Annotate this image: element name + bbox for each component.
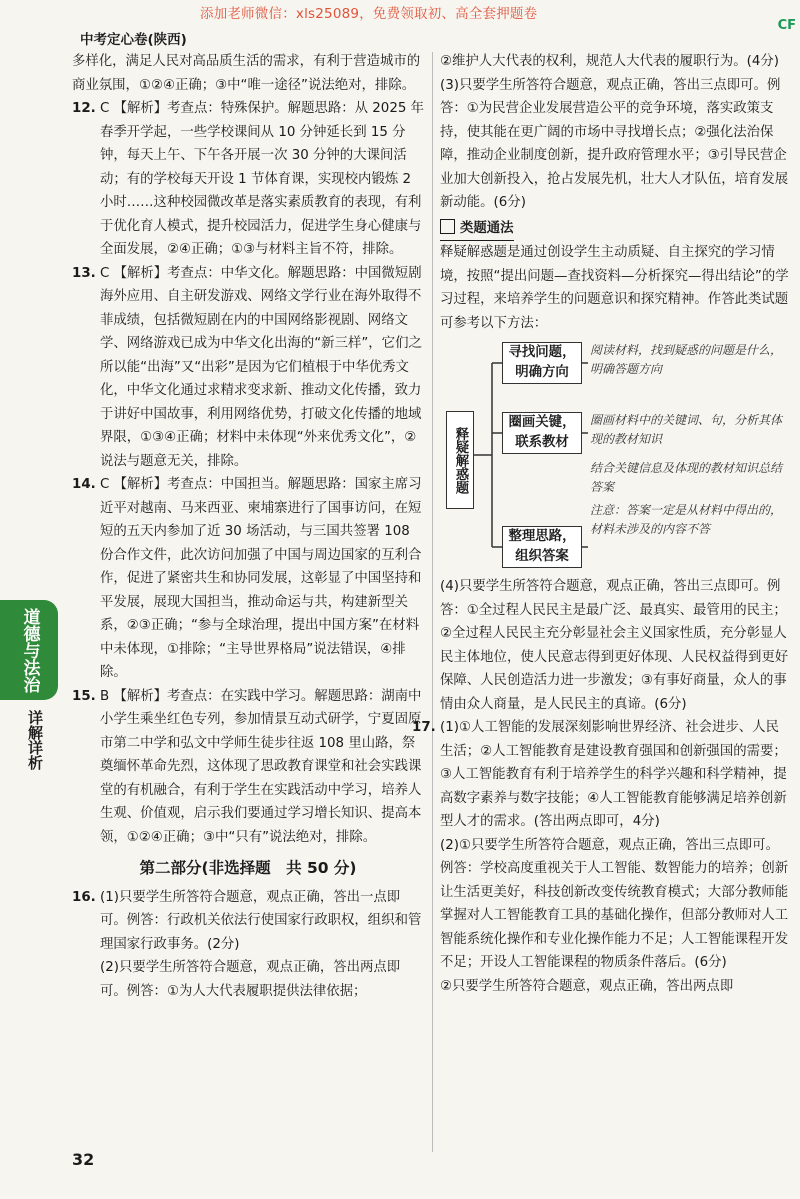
item-text: (2)只要学生所答符合题意，观点正确，答出两点即可。例答：①为人大代表履职提供法律依据； xyxy=(100,960,401,999)
section-title: 第二部分(非选择题 共 50 分) xyxy=(139,859,357,877)
answer-item-12 xyxy=(72,97,424,262)
pencil-note-icon xyxy=(440,219,455,234)
item-number: 16. xyxy=(72,889,96,905)
item-text: C 【解析】考查点：中华文化。解题思路：中国微短剧海外应用、自主研发游戏、网络文学行业在海外取得不菲成绩，包括微短剧在内的中国网络影视剧、网络文学、网络游戏已成为中华文化出海的“新三样”，它们之所以能“出海”又“出彩”是因为它们植根于中华优秀文化，中华文化通过求精求变求新、推动文化传播，致力于讲好中国故事，利用网络优势，打破文化传播的地域界限，①③④正确；材料中未体现“外来优秀文化”，②说法与题意无关，排除。 xyxy=(100,265,422,469)
diagram-note-1: 阅读材料，找到疑惑的问题是什么，明确答题方向 xyxy=(590,343,783,376)
diagram-note-3: 结合关键信息及体现的教材知识总结答案 xyxy=(590,461,783,494)
answer-continuation: (3)只要学生所答符合题意，观点正确，答出三点即可。例答：①为民营企业发展营造公平的竞争环境，落实政策支持，使其能在更广阔的市场中寻找增长点；②强化法治保障，推动企业制度创新，提升政府管理水平；③引导民营企业加大创新投入，抢占发展先机，壮大人才队伍，培育发展新动能。(6分) xyxy=(440,77,789,210)
page-number: 32 xyxy=(72,1150,95,1169)
item-number: 13. xyxy=(72,265,96,281)
item-text: B 【解析】考查点：在实践中学习。解题思路：湖南中小学生乘坐红色专列，参加情景互动式研学，宁夏固原市第二中学和弘文中学师生徒步往返 108 里山路，祭奠缅怀革命先烈，这体现了思政教育课堂和社会实践课堂的有机融合，有利于学生在实践活动中学习，培养人生观、价值观，启示我们要通过学习增长知识、提高本领，①②④正确；③中“只有”说法绝对，排除。 xyxy=(100,688,422,845)
answer-continuation: ②维护人大代表的权利，规范人大代表的履职行为。(4分) xyxy=(440,54,779,69)
corner-mark: CF xyxy=(777,18,796,33)
item-text: (1)只要学生所答符合题意，观点正确，答出一点即可。例答：行政机关依法行使国家行政职权，组织和管理国家行政事务。(2分) xyxy=(100,889,422,952)
item-text: (2)①只要学生所答符合题意，观点正确，答出三点即可。例答：学校高度重视关于人工智能、数智能力的培养；创新让生活更美好，科技创新改变传统教育模式；大部分教师能掌握对人工智能教育工具的基础化操作，但部分教师对人工智能系统化操作和专业化操作能力不足；人工智能课程开发不足；开设人工智能课程的物质条件落后。(6分) xyxy=(440,837,789,970)
diagram-step-3: 整理思路，组织答案 xyxy=(502,526,582,568)
page-header: 中考定心卷(陕西) xyxy=(80,32,187,48)
watermark-text: 添加老师微信：xls25089，免费领取初、高全套押题卷 xyxy=(200,6,538,22)
answer-item-15 xyxy=(72,685,424,850)
left-column xyxy=(72,50,424,1003)
method-tip-title xyxy=(440,217,514,242)
item-text: C 【解析】考查点：特殊保护。解题思路：从 2025 年春季开学起，一些学校课间从 10 分钟延长到 15 分钟，每天上午、下午各开展一次 30 分钟的大课间活动；有的学校每天开设 1 节体育课，实现校内锻炼 2 小时……这种校园微改革是落实素质教育的表现，有利于优化育人模式，提升校园活力，促进学生身心健康与全面发展，②④正确；①③与材料主旨不符，排除。 xyxy=(100,101,425,257)
answer-continuation: 多样化，满足人民对高品质生活的需求，有利于营造城市的商业氛围，①②④正确；③中“唯一途径”说法绝对，排除。 xyxy=(72,54,421,93)
answer-item-14 xyxy=(72,473,424,685)
method-tip-text: 释疑解惑题是通过创设学生主动质疑、自主探究的学习情境，按照“提出问题—查找资料—分析探究—得出结论”的学习过程，来培养学生的问题意识和探究精神。作答此类试题可参考以下方法： xyxy=(440,245,789,331)
item-number: 14. xyxy=(72,477,96,492)
section-label: 详解详析 xyxy=(26,710,44,770)
answer-item-13 xyxy=(72,262,424,474)
answer-item-17 xyxy=(412,716,792,998)
diagram-step-1: 寻找问题，明确方向 xyxy=(502,342,582,384)
diagram-step-2: 圈画关键，联系教材 xyxy=(502,412,582,454)
answer-continuation: (4)只要学生所答符合题意，观点正确，答出三点即可。例答：①全过程人民民主是最广泛、最真实、最管用的民主；②全过程人民民主充分彰显社会主义国家性质，充分彰显人民主体地位，使人民意志得到更好体现、人民权益得到更好保障、人民创造活力进一步激发；③有事好商量，众人的事情由众人商量，是人民民主的真谛。(6分) xyxy=(440,579,789,712)
item-text: (1)①人工智能的发展深刻影响世界经济、社会进步、人民生活；②人工智能教育是建设教育强国和创新强国的需要；③人工智能教育有利于培养学生的科学兴趣和科学精神，提高数字素养与数字技能；④人工智能教育能够满足培养创新型人才的需求。(答出两点即可，4分) xyxy=(440,720,787,829)
item-text: ②只要学生所答符合题意，观点正确，答出两点即 xyxy=(440,978,734,994)
diagram-root-box: 释疑解惑题 xyxy=(446,411,474,509)
diagram-note-2: 圈画材料中的关键词、句，分析其体现的教材知识 xyxy=(590,413,783,446)
method-diagram xyxy=(440,341,792,569)
tip-title-text: 类题通法 xyxy=(460,220,514,236)
subject-tab: 道德与法治 xyxy=(0,600,58,700)
item-text: C 【解析】考查点：中国担当。解题思路：国家主席习近平对越南、马来西亚、柬埔寨进行了国事访问，在短短的五天内参加了近 30 场活动，与三国共签署 108 份合作文件，此次访问加强了中国与周边国家的互利合作，促进了紧密共生和协同发展，这彰显了中国坚持和平发展，展现大国担当，推动命运与共，构建新型关系，②③正确；“参与全球治理，提出中国方案”在材料中未体现，①排除；“主导世界格局”说法错误，④排除。 xyxy=(100,477,422,680)
item-number: 15. xyxy=(72,688,96,704)
item-number: 17. xyxy=(412,720,436,735)
diagram-note-4: 注意：答案一定是从材料中得出的，材料未涉及的内容不答 xyxy=(590,503,783,536)
right-column xyxy=(412,50,792,998)
item-number: 12. xyxy=(72,101,96,116)
answer-item-16 xyxy=(72,886,424,1004)
